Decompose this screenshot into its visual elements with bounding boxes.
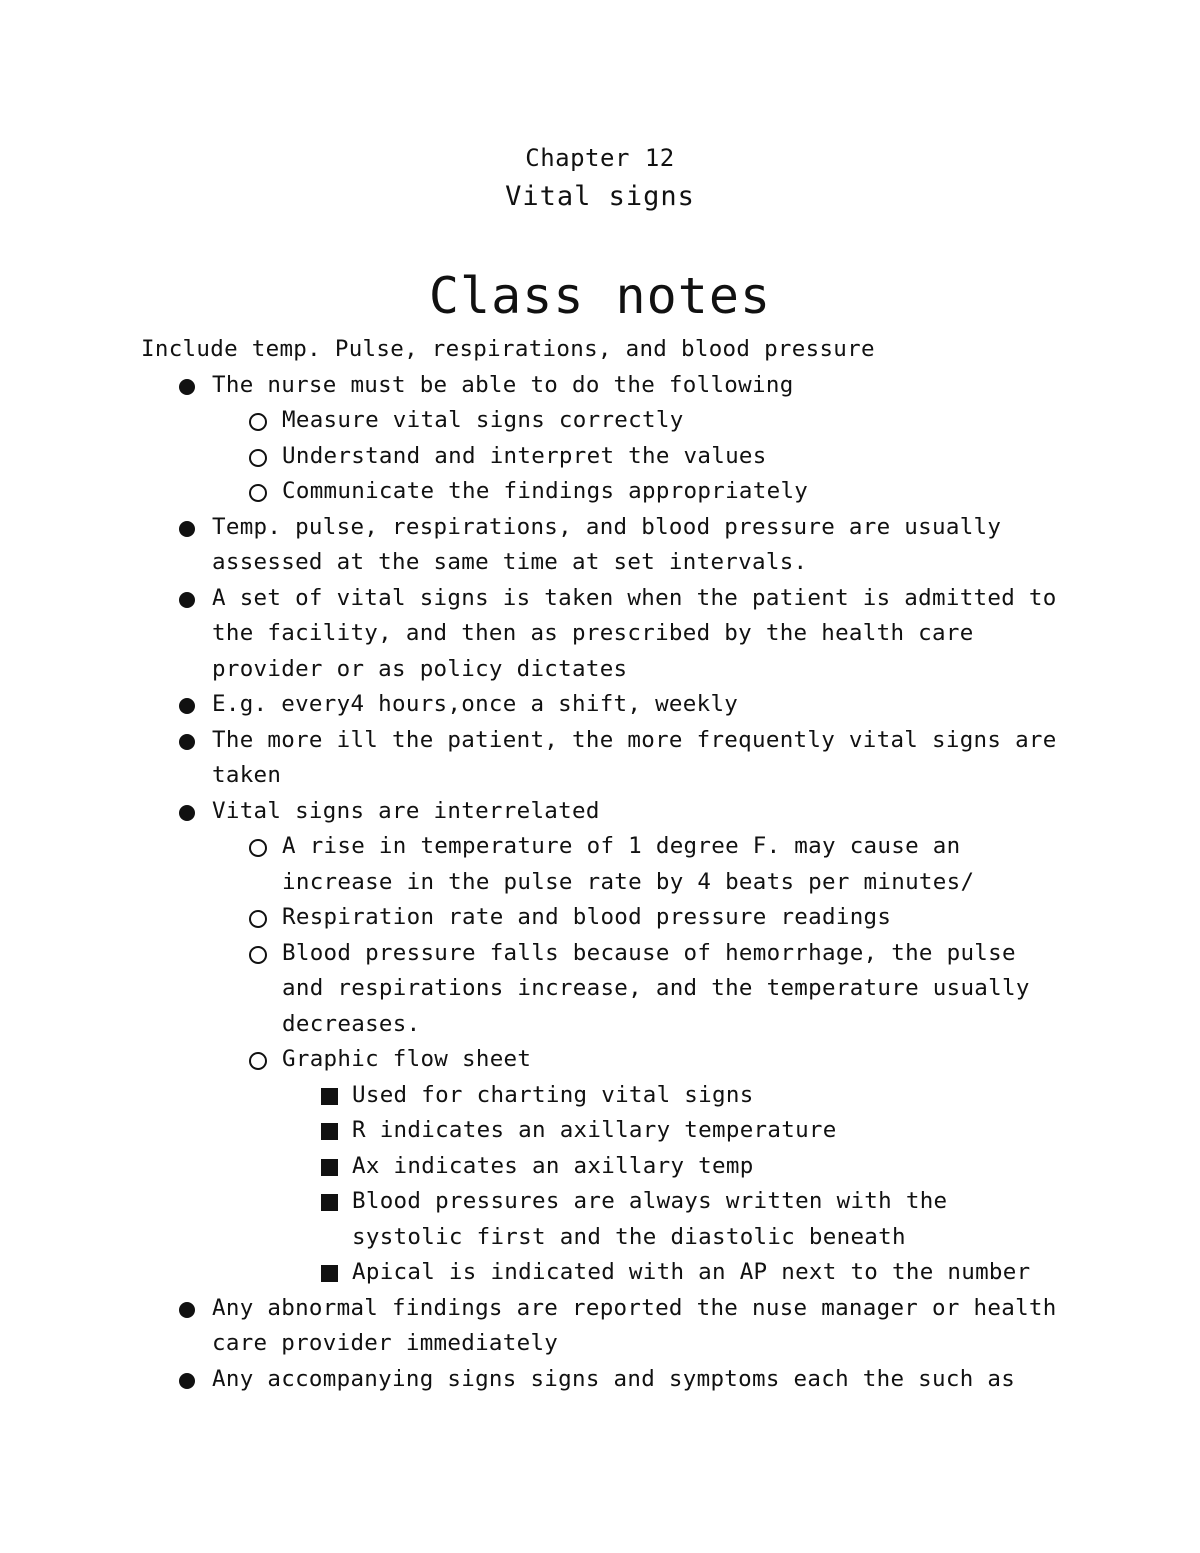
sub-list-item-text: Graphic flow sheet bbox=[282, 1046, 532, 1072]
sub-list-item-text: A rise in temperature of 1 degree F. may cause an increase in the pulse rate by 4 beats per minutes/ bbox=[282, 833, 975, 895]
bullet-square-icon bbox=[321, 1088, 338, 1105]
sub-sub-list-item-text: Used for charting vital signs bbox=[352, 1081, 754, 1108]
bullet-circle-icon bbox=[249, 1052, 267, 1070]
sub-sub-list-item-text: Blood pressures are always written with the systolic first and the diastolic beneath bbox=[352, 1188, 948, 1250]
bullet-disc-icon bbox=[179, 592, 195, 608]
bullet-list bbox=[141, 368, 1061, 1398]
list-item bbox=[141, 794, 1061, 1291]
list-item bbox=[141, 581, 1061, 688]
sub-sub-list-item bbox=[141, 1078, 1061, 1114]
page-title: Class notes bbox=[428, 267, 772, 325]
bullet-circle-icon bbox=[249, 484, 267, 502]
bullet-square-icon bbox=[321, 1194, 338, 1211]
bullet-square-icon bbox=[321, 1159, 338, 1176]
bullet-disc-icon bbox=[179, 521, 195, 537]
sub-list bbox=[141, 829, 1061, 1291]
bullet-circle-icon bbox=[249, 413, 267, 431]
sub-list-item bbox=[141, 439, 1061, 475]
bullet-circle-icon bbox=[249, 910, 267, 928]
bullet-disc-icon bbox=[179, 1302, 195, 1318]
notes-body bbox=[141, 332, 1061, 1397]
sub-list-item-text: Measure vital signs correctly bbox=[282, 407, 684, 433]
bullet-square-icon bbox=[321, 1123, 338, 1140]
sub-list-item bbox=[141, 900, 1061, 936]
sub-list-item-text: Understand and interpret the values bbox=[282, 442, 767, 469]
sub-sub-list bbox=[141, 1078, 1061, 1291]
bullet-square-icon bbox=[321, 1265, 338, 1282]
bullet-disc-icon bbox=[179, 805, 195, 821]
sub-sub-list-item-text: R indicates an axillary temperature bbox=[352, 1117, 837, 1143]
sub-list-item bbox=[141, 829, 1061, 900]
sub-sub-list-item bbox=[141, 1149, 1061, 1185]
list-item bbox=[141, 1362, 1061, 1398]
bullet-disc-icon bbox=[179, 379, 195, 395]
list-item bbox=[141, 368, 1061, 510]
list-item-text: Vital signs are interrelated bbox=[212, 797, 600, 824]
list-item-text: E.g. every4 hours,once a shift, weekly bbox=[212, 691, 739, 717]
list-item-text: Temp. pulse, respirations, and blood pressure are usually assessed at the same time at set intervals. bbox=[212, 513, 1002, 575]
bullet-circle-icon bbox=[249, 946, 267, 964]
list-item bbox=[141, 687, 1061, 723]
sub-list-item bbox=[141, 403, 1061, 439]
bullet-circle-icon bbox=[249, 839, 267, 857]
list-item bbox=[141, 510, 1061, 581]
sub-list-item-text: Blood pressure falls because of hemorrhage, the pulse and respirations increase, and the temperature usually decreases. bbox=[282, 939, 1030, 1037]
sub-list-item bbox=[141, 936, 1061, 1043]
bullet-disc-icon bbox=[179, 698, 195, 714]
sub-list-item bbox=[141, 1042, 1061, 1291]
bullet-disc-icon bbox=[179, 1373, 195, 1389]
sub-list bbox=[141, 403, 1061, 510]
bullet-circle-icon bbox=[249, 449, 267, 467]
intro-line: Include temp. Pulse, respirations, and blood pressure bbox=[141, 336, 875, 362]
sub-list-item bbox=[141, 474, 1061, 510]
sub-list-item-text: Respiration rate and blood pressure readings bbox=[282, 904, 892, 930]
list-item bbox=[141, 1291, 1061, 1362]
list-item-text: A set of vital signs is taken when the patient is admitted to the facility, and then as prescribed by the health care provider or as policy dictates bbox=[212, 584, 1057, 682]
list-item-text: Any accompanying signs signs and symptoms each the such as bbox=[212, 1365, 1016, 1392]
list-item bbox=[141, 723, 1061, 794]
list-item-text: Any abnormal findings are reported the nuse manager or health care provider immediately bbox=[212, 1294, 1057, 1356]
sub-sub-list-item bbox=[141, 1255, 1061, 1291]
list-item-text: The nurse must be able to do the following bbox=[212, 371, 794, 398]
chapter-label: Chapter 12 bbox=[525, 144, 675, 172]
sub-sub-list-item-text: Apical is indicated with an AP next to the number bbox=[352, 1259, 1031, 1285]
bullet-disc-icon bbox=[179, 734, 195, 750]
chapter-subtitle: Vital signs bbox=[505, 181, 695, 212]
list-item-text: The more ill the patient, the more frequently vital signs are taken bbox=[212, 726, 1057, 788]
sub-sub-list-item-text: Ax indicates an axillary temp bbox=[352, 1152, 754, 1179]
sub-sub-list-item bbox=[141, 1113, 1061, 1149]
sub-list-item-text: Communicate the findings appropriately bbox=[282, 478, 809, 504]
sub-sub-list-item bbox=[141, 1184, 1061, 1255]
